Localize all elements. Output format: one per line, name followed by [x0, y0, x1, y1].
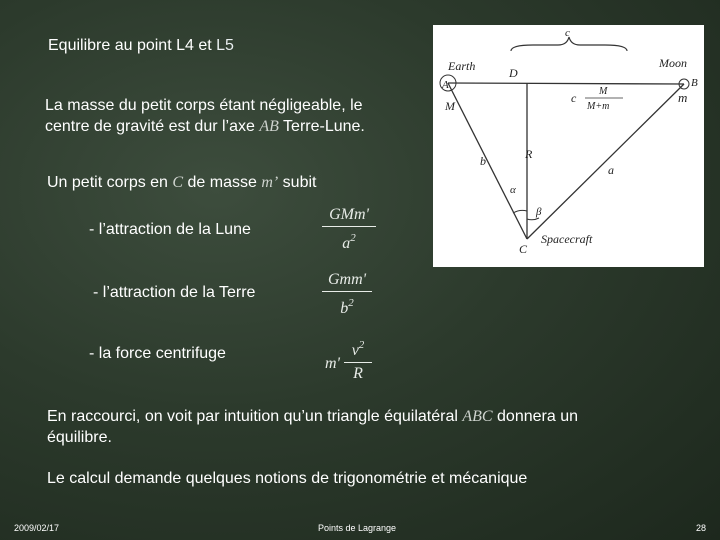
mass-earth-label: M — [445, 99, 455, 113]
angle-beta-arc — [527, 218, 539, 220]
fraction-bar — [322, 226, 376, 227]
segment-c-label: c — [571, 91, 577, 105]
ratio-denominator: M+m — [587, 101, 610, 112]
side-a-label: a — [608, 163, 614, 177]
formula-moon-denominator: $a^2$ — [342, 232, 356, 252]
angle-alpha-label: α — [510, 184, 516, 196]
slide-title — [48, 35, 234, 56]
item-centrifugal-label: - la force centrifuge — [89, 345, 226, 362]
paragraph-calculation: Le calcul demande quelques notions de trigonométrie et mécanique — [47, 470, 528, 487]
axis-ab: AB — [259, 118, 279, 135]
formula-moon-attraction — [322, 205, 376, 254]
brace-label: c — [565, 27, 570, 39]
point-c-label: C — [519, 242, 528, 256]
footer-center-title: Points de Lagrange — [318, 523, 397, 533]
formula-centrifugal-numerator: $v^2$ — [351, 339, 365, 359]
fraction-bar — [322, 291, 372, 292]
angle-beta-label: β — [536, 206, 542, 218]
formula-centrifugal-prefix: m' — [325, 355, 340, 372]
formula-centrifugal — [344, 335, 372, 384]
item-moon-attraction-label: - l’attraction de la Lune — [89, 221, 251, 238]
point-c: C — [172, 174, 184, 191]
mass-moon-label: m — [678, 90, 688, 105]
side-b-label: b — [480, 154, 486, 168]
footer-date: 2009/02/17 — [14, 523, 60, 533]
formula-moon-numerator: GMm' — [329, 206, 369, 223]
para1-line2: centre de gravité est dur l’axe AB Terre-Lune. — [45, 118, 365, 135]
spacecraft-label: Spacecraft — [541, 232, 593, 246]
item-earth-attraction-label: - l’attraction de la Terre — [93, 284, 256, 301]
mass-m-prime: m’ — [261, 174, 279, 191]
top-brace — [511, 37, 627, 51]
radius-r-label: R — [525, 147, 533, 161]
title-highlight: L5 — [216, 37, 234, 54]
footer-page-number: 28 — [696, 523, 707, 533]
formula-earth-denominator: $b^2$ — [340, 297, 354, 317]
earth-label: Earth — [448, 59, 476, 73]
title-prefix: Equilibre au point L4 et — [48, 37, 217, 54]
paragraph-mass-negligible — [45, 95, 365, 137]
lagrange-diagram-svg — [433, 25, 704, 267]
fraction-bar — [344, 362, 372, 363]
paragraph-intuition — [47, 406, 578, 448]
para3-line2: équilibre. — [47, 429, 112, 446]
moon-label: Moon — [659, 56, 687, 70]
formula-earth-numerator: Gmm' — [327, 271, 367, 288]
paragraph-small-body: Un petit corps en C de masse m’ subit — [47, 174, 317, 191]
point-b-label: B — [691, 77, 698, 89]
ratio-numerator: M — [599, 86, 608, 97]
formula-earth-attraction — [322, 270, 372, 319]
point-d-label: D — [509, 66, 518, 80]
triangle-abc: ABC — [462, 408, 493, 425]
lagrange-diagram — [433, 25, 704, 267]
side-b-line — [448, 83, 527, 239]
para3-line1: En raccourci, on voit par intuition qu’un triangle équilatéral ABC donnera un — [47, 408, 578, 425]
point-a-label: A — [442, 79, 449, 91]
para1-line1: La masse du petit corps étant négligeable, le — [45, 97, 363, 114]
angle-alpha-arc — [513, 210, 527, 213]
axis-ab-line — [448, 83, 684, 84]
formula-centrifugal-denominator: R — [353, 365, 363, 382]
